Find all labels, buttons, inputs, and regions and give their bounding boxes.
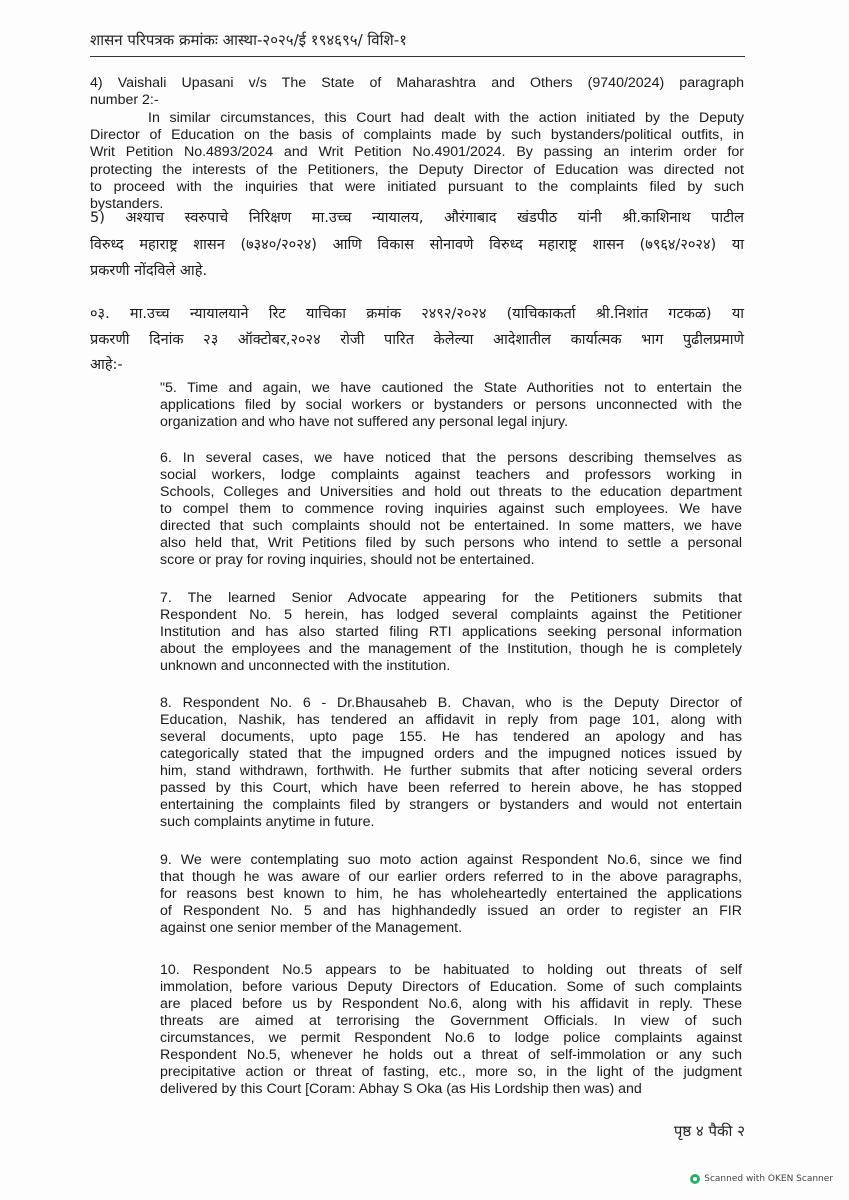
para-4-line: number 2:- [90, 92, 159, 109]
quote-para-5-line: "5. Time and again, we have cautioned the State Authorities not to entertain the [160, 380, 742, 396]
para-4-line: to proceed with the inquiries that were initiated pursuant to the complaints filed by such [90, 178, 744, 195]
quote-para-9-line: of Respondent No. 5 and has highhandedly issued an order to register an FIR [160, 903, 742, 919]
para-4-line: protecting the interests of the Petitioners, the Deputy Director of Education was directed not [90, 161, 744, 178]
para-4-line: In similar circumstances, this Court had dealt with the action initiated by the Deputy [148, 109, 744, 126]
para-4-line: Writ Petition No.4893/2024 and Writ Petition No.4901/2024. By passing an interim order for [90, 144, 744, 161]
quote-para-8-line: categorically stated that the impugned orders and the impugned notices issued by [160, 746, 742, 762]
para-03-line: आहे:- [90, 357, 123, 373]
quote-para-7-line: Respondent No. 5 herein, has lodged several complaints against the Petitioner [160, 607, 742, 623]
quote-para-6-line: Schools, Colleges and Universities and hold out threats to the education department [160, 484, 742, 500]
quote-para-8-line: such complaints anytime in future. [160, 814, 375, 830]
scanner-watermark [690, 1174, 833, 1184]
quote-para-9-line: that though he was aware of our earlier orders referred to in the above paragraphs, [160, 869, 742, 885]
quote-para-6-line: score or pray for roving inquiries, should not be entertained. [160, 552, 535, 568]
quote-para-7-line: Institution and has also started filing RTI applications seeking personal information [160, 624, 742, 640]
quote-para-10-line: 10. Respondent No.5 appears to be habituated to holding out threats of self [160, 962, 742, 978]
para-03-line: ०३. मा.उच्च न्यायालयाने रिट याचिका क्रमांक २४९२/२०२४ (याचिकाकर्ता श्री.निशांत गटकळ) या [90, 306, 744, 322]
scanner-text: Scanned with OKEN Scanner [704, 1174, 833, 1184]
quote-para-8-line: several documents, upto page 155. He has tendered an apology and has [160, 729, 742, 745]
quote-para-10-line: delivered by this Court [Coram: Abhay S Oka (as His Lordship then was) and [160, 1081, 642, 1097]
quote-para-9-line: against one senior member of the Management. [160, 920, 463, 936]
quote-para-7-line: about the employees and the management of the Institution, though he is completely [160, 641, 742, 657]
page-number: पृष्ठ ४ पैकी २ [673, 1122, 745, 1140]
quote-para-10-line: circumstances, we permit Respondent No.6 to lodge police complaints against [160, 1030, 742, 1046]
quote-para-8-line: Education, Nashik, has tendered an affidavit in reply from page 101, along with [160, 712, 742, 728]
para-03-line: प्रकरणी दिनांक २३ ऑक्टोबर,२०२४ रोजी पारित केलेल्या आदेशातील कार्यात्मक भाग पुढीलप्रमाणे [90, 331, 744, 348]
para-5-line: विरुध्द महाराष्ट्र शासन (७३४०/२०२४) आणि विकास सोनावणे विरुध्द महाराष्ट्र शासन (७९६४/२०२४) या [90, 236, 744, 253]
quote-para-5-line: applications filed by social workers or bystanders or persons unconnected with the [160, 397, 742, 413]
quote-para-10-line: precipitative action or threat of fasting, etc., more so, in the light of the judgment [160, 1064, 742, 1080]
para-5-line: 5) अश्याच स्वरुपाचे निरिक्षण मा.उच्च न्यायालय, औरंगाबाद खंडपीठ यांनी श्री.काशिनाथ पाटील [90, 210, 744, 226]
quote-para-10-line: immolation, before various Deputy Directors of Education. Some of such complaints [160, 979, 742, 995]
quote-para-6-line: social workers, lodge complaints against teachers and professors working in [160, 467, 742, 483]
quote-para-6-line: directed that such complaints should not be entertained. In some matters, we have [160, 518, 742, 534]
para-4-line: Director of Education on the basis of complaints made by such bystanders/political outfits, in [90, 126, 744, 143]
quote-para-8-line: him, stand withdrawn, forthwith. He further submits that after noticing several orders [160, 763, 742, 779]
quote-para-6-line: to compel them to commence roving inquiries against such employees. We have [160, 501, 742, 517]
quote-para-8-line: 8. Respondent No. 6 - Dr.Bhausaheb B. Chavan, who is the Deputy Director of [160, 695, 742, 711]
quote-para-9-line: for reasons best known to him, he has wholeheartedly entertained the applications [160, 886, 742, 902]
quote-para-8-line: passed by this Court, which have been referred to herein above, he has stopped [160, 780, 742, 796]
scanner-logo-icon [690, 1174, 700, 1184]
quote-para-6-line: 6. In several cases, we have noticed that the persons describing themselves as [160, 450, 742, 466]
quote-para-9-line: 9. We were contemplating suo moto action against Respondent No.6, since we find [160, 852, 742, 868]
para-5-line: प्रकरणी नोंदविले आहे. [90, 263, 208, 279]
quote-para-5-line: organization and who have not suffered any personal legal injury. [160, 414, 569, 430]
para-4-line: 4) Vaishali Upasani v/s The State of Maharashtra and Others (9740/2024) paragraph [90, 75, 744, 91]
header-rule [90, 56, 745, 57]
circular-header: शासन परिपत्रक क्रमांकः आस्था-२०२५/ई १९४६९५/ विशि-१ [90, 31, 407, 49]
quote-para-6-line: also held that, Writ Petitions filed by such persons who intend to settle a personal [160, 535, 742, 551]
quote-para-7-line: unknown and unconnected with the institution. [160, 658, 451, 674]
quote-para-10-line: are placed before us by Respondent No.6, along with his affidavit in reply. These [160, 996, 742, 1012]
quote-para-10-line: threats are aimed at terrorising the Government Officials. In view of such [160, 1013, 742, 1029]
para-4-line: bystanders. [90, 196, 164, 213]
quote-para-8-line: entertaining the complaints filed by strangers or bystanders and would not entertain [160, 797, 742, 813]
quote-para-7-line: 7. The learned Senior Advocate appearing for the Petitioners submits that [160, 590, 742, 606]
quote-para-10-line: Respondent No.5, whenever he holds out a threat of self-immolation or any such [160, 1047, 742, 1063]
